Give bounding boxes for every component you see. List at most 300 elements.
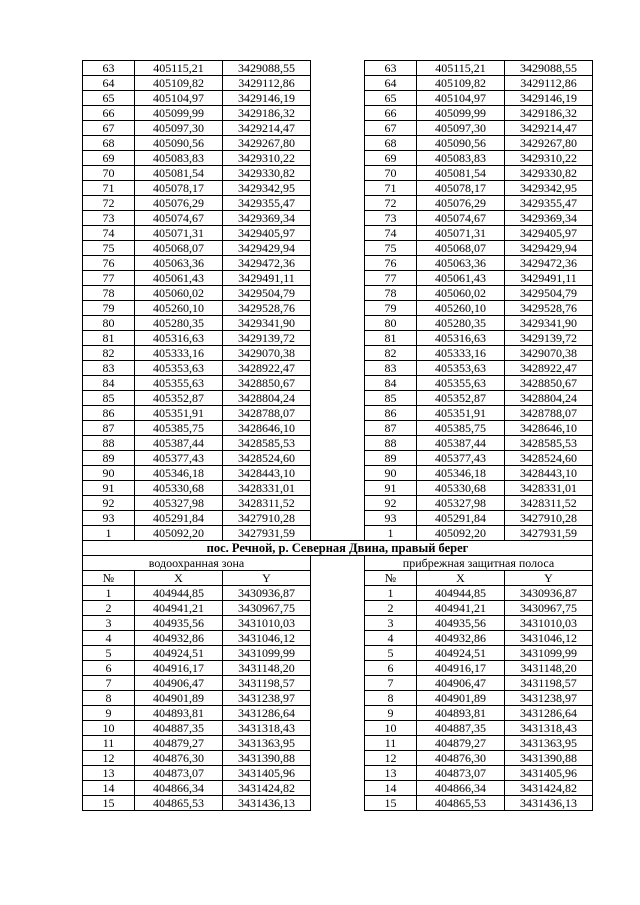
y-coordinate-left: 3428311,52 (223, 496, 311, 511)
point-number-right: 91 (365, 481, 417, 496)
x-coordinate-right: 405104,97 (417, 91, 505, 106)
point-number-left: 71 (83, 181, 135, 196)
point-number-left: 85 (83, 391, 135, 406)
table-row (83, 61, 593, 76)
y-coordinate-right: 3428443,10 (505, 466, 593, 481)
header-y-right: Y (505, 571, 593, 586)
column-gap (311, 676, 365, 691)
y-coordinate-right: 3428788,07 (505, 406, 593, 421)
x-coordinate-left: 405099,99 (135, 106, 223, 121)
point-number-right: 78 (365, 286, 417, 301)
point-number-left: 86 (83, 406, 135, 421)
y-coordinate-left: 3429139,72 (223, 331, 311, 346)
y-coordinate-left: 3429491,11 (223, 271, 311, 286)
column-gap (311, 61, 365, 76)
point-number-left: 93 (83, 511, 135, 526)
x-coordinate-right: 405060,02 (417, 286, 505, 301)
y-coordinate-left: 3428804,24 (223, 391, 311, 406)
table-row (83, 796, 593, 811)
y-coordinate-right: 3431436,13 (505, 796, 593, 811)
table-row (83, 361, 593, 376)
column-gap (311, 151, 365, 166)
zone-labels-row (83, 556, 593, 571)
y-coordinate-right: 3429504,79 (505, 286, 593, 301)
point-number-left: 15 (83, 796, 135, 811)
y-coordinate-left: 3429341,90 (223, 316, 311, 331)
column-gap (311, 196, 365, 211)
point-number-right: 4 (365, 631, 417, 646)
table-row (83, 526, 593, 541)
x-coordinate-left: 405074,67 (135, 211, 223, 226)
table-row (83, 391, 593, 406)
x-coordinate-right: 405385,75 (417, 421, 505, 436)
y-coordinate-left: 3429472,36 (223, 256, 311, 271)
column-gap (311, 796, 365, 811)
y-coordinate-left: 3431238,97 (223, 691, 311, 706)
x-coordinate-left: 405061,43 (135, 271, 223, 286)
y-coordinate-right: 3431424,82 (505, 781, 593, 796)
x-coordinate-left: 405092,20 (135, 526, 223, 541)
table-section-top (83, 61, 593, 541)
column-gap (311, 346, 365, 361)
x-coordinate-right: 405078,17 (417, 181, 505, 196)
y-coordinate-left: 3429112,86 (223, 76, 311, 91)
table-row (83, 121, 593, 136)
column-gap (311, 571, 365, 586)
table-row (83, 691, 593, 706)
table-row (83, 646, 593, 661)
y-coordinate-right: 3427931,59 (505, 526, 593, 541)
point-number-left: 68 (83, 136, 135, 151)
point-number-right: 92 (365, 496, 417, 511)
x-coordinate-right: 405333,16 (417, 346, 505, 361)
x-coordinate-right: 404865,53 (417, 796, 505, 811)
y-coordinate-left: 3429186,32 (223, 106, 311, 121)
table-row (83, 346, 593, 361)
point-number-left: 14 (83, 781, 135, 796)
x-coordinate-left: 404866,34 (135, 781, 223, 796)
point-number-right: 11 (365, 736, 417, 751)
y-coordinate-right: 3431286,64 (505, 706, 593, 721)
point-number-left: 3 (83, 616, 135, 631)
y-coordinate-right: 3429186,32 (505, 106, 593, 121)
point-number-left: 9 (83, 706, 135, 721)
x-coordinate-right: 405355,63 (417, 376, 505, 391)
y-coordinate-right: 3431405,96 (505, 766, 593, 781)
x-coordinate-right: 404901,89 (417, 691, 505, 706)
table-row (83, 406, 593, 421)
column-gap (311, 286, 365, 301)
table-row (83, 781, 593, 796)
x-coordinate-left: 404876,30 (135, 751, 223, 766)
point-number-right: 15 (365, 796, 417, 811)
point-number-right: 12 (365, 751, 417, 766)
column-gap (311, 661, 365, 676)
header-x-right: X (417, 571, 505, 586)
y-coordinate-right: 3428646,10 (505, 421, 593, 436)
point-number-left: 79 (83, 301, 135, 316)
point-number-left: 83 (83, 361, 135, 376)
point-number-right: 1 (365, 586, 417, 601)
point-number-right: 66 (365, 106, 417, 121)
header-y-left: Y (223, 571, 311, 586)
point-number-left: 12 (83, 751, 135, 766)
table-row (83, 226, 593, 241)
x-coordinate-right: 405316,63 (417, 331, 505, 346)
point-number-left: 77 (83, 271, 135, 286)
table-row (83, 751, 593, 766)
x-coordinate-left: 405346,18 (135, 466, 223, 481)
x-coordinate-right: 405074,67 (417, 211, 505, 226)
y-coordinate-left: 3431010,03 (223, 616, 311, 631)
x-coordinate-left: 405097,30 (135, 121, 223, 136)
x-coordinate-left: 405115,21 (135, 61, 223, 76)
column-gap (311, 256, 365, 271)
section-title: пос. Речной, р. Северная Двина, правый берег (83, 541, 593, 556)
table-row (83, 76, 593, 91)
y-coordinate-right: 3429491,11 (505, 271, 593, 286)
y-coordinate-left: 3428922,47 (223, 361, 311, 376)
x-coordinate-left: 404935,56 (135, 616, 223, 631)
x-coordinate-left: 405351,91 (135, 406, 223, 421)
x-coordinate-right: 404887,35 (417, 721, 505, 736)
column-gap (311, 76, 365, 91)
x-coordinate-left: 405260,10 (135, 301, 223, 316)
x-coordinate-left: 404865,53 (135, 796, 223, 811)
table-row (83, 616, 593, 631)
point-number-left: 82 (83, 346, 135, 361)
x-coordinate-right: 404924,51 (417, 646, 505, 661)
x-coordinate-left: 405333,16 (135, 346, 223, 361)
header-number-right: № (365, 571, 417, 586)
y-coordinate-right: 3429088,55 (505, 61, 593, 76)
point-number-left: 92 (83, 496, 135, 511)
point-number-right: 64 (365, 76, 417, 91)
column-gap (311, 721, 365, 736)
y-coordinate-right: 3428524,60 (505, 451, 593, 466)
column-gap (311, 301, 365, 316)
x-coordinate-left: 405316,63 (135, 331, 223, 346)
point-number-right: 79 (365, 301, 417, 316)
point-number-right: 89 (365, 451, 417, 466)
y-coordinate-left: 3429342,95 (223, 181, 311, 196)
y-coordinate-left: 3430967,75 (223, 601, 311, 616)
point-number-right: 83 (365, 361, 417, 376)
x-coordinate-right: 405092,20 (417, 526, 505, 541)
y-coordinate-left: 3431436,13 (223, 796, 311, 811)
column-gap (311, 481, 365, 496)
column-gap (311, 121, 365, 136)
point-number-right: 10 (365, 721, 417, 736)
point-number-left: 11 (83, 736, 135, 751)
point-number-right: 76 (365, 256, 417, 271)
y-coordinate-left: 3429214,47 (223, 121, 311, 136)
y-coordinate-right: 3429070,38 (505, 346, 593, 361)
point-number-right: 86 (365, 406, 417, 421)
x-coordinate-right: 405071,31 (417, 226, 505, 241)
y-coordinate-left: 3431390,88 (223, 751, 311, 766)
point-number-left: 66 (83, 106, 135, 121)
y-coordinate-left: 3431405,96 (223, 766, 311, 781)
x-coordinate-right: 405090,56 (417, 136, 505, 151)
point-number-left: 1 (83, 526, 135, 541)
point-number-left: 70 (83, 166, 135, 181)
x-coordinate-left: 405078,17 (135, 181, 223, 196)
x-coordinate-right: 404941,21 (417, 601, 505, 616)
table-row (83, 136, 593, 151)
y-coordinate-right: 3428922,47 (505, 361, 593, 376)
x-coordinate-right: 405076,29 (417, 196, 505, 211)
x-coordinate-left: 405377,43 (135, 451, 223, 466)
column-gap (311, 406, 365, 421)
point-number-right: 88 (365, 436, 417, 451)
column-gap (311, 436, 365, 451)
x-coordinate-left: 405352,87 (135, 391, 223, 406)
y-coordinate-right: 3431148,20 (505, 661, 593, 676)
coordinates-table (82, 60, 593, 811)
point-number-right: 84 (365, 376, 417, 391)
point-number-right: 8 (365, 691, 417, 706)
column-gap (311, 751, 365, 766)
column-gap (311, 631, 365, 646)
x-coordinate-right: 405068,07 (417, 241, 505, 256)
table-row (83, 196, 593, 211)
y-coordinate-left: 3429429,94 (223, 241, 311, 256)
column-gap (311, 706, 365, 721)
header-x-left: X (135, 571, 223, 586)
y-coordinate-right: 3427910,28 (505, 511, 593, 526)
table-row (83, 466, 593, 481)
point-number-left: 6 (83, 661, 135, 676)
point-number-right: 2 (365, 601, 417, 616)
x-coordinate-left: 405330,68 (135, 481, 223, 496)
y-coordinate-left: 3429310,22 (223, 151, 311, 166)
column-gap (311, 556, 365, 571)
y-coordinate-left: 3427931,59 (223, 526, 311, 541)
point-number-right: 85 (365, 391, 417, 406)
column-gap (311, 241, 365, 256)
x-coordinate-right: 404866,34 (417, 781, 505, 796)
x-coordinate-left: 405353,63 (135, 361, 223, 376)
column-header-row (83, 571, 593, 586)
column-gap (311, 106, 365, 121)
x-coordinate-right: 405115,21 (417, 61, 505, 76)
table-row (83, 436, 593, 451)
x-coordinate-left: 405081,54 (135, 166, 223, 181)
table-row (83, 496, 593, 511)
table-row (83, 766, 593, 781)
y-coordinate-left: 3427910,28 (223, 511, 311, 526)
x-coordinate-right: 405083,83 (417, 151, 505, 166)
x-coordinate-right: 405353,63 (417, 361, 505, 376)
x-coordinate-right: 405063,36 (417, 256, 505, 271)
x-coordinate-left: 404941,21 (135, 601, 223, 616)
point-number-left: 2 (83, 601, 135, 616)
column-gap (311, 736, 365, 751)
point-number-left: 89 (83, 451, 135, 466)
point-number-left: 84 (83, 376, 135, 391)
point-number-left: 90 (83, 466, 135, 481)
table-row (83, 451, 593, 466)
y-coordinate-left: 3429146,19 (223, 91, 311, 106)
x-coordinate-right: 404876,30 (417, 751, 505, 766)
point-number-right: 70 (365, 166, 417, 181)
point-number-right: 93 (365, 511, 417, 526)
y-coordinate-right: 3429355,47 (505, 196, 593, 211)
y-coordinate-right: 3429528,76 (505, 301, 593, 316)
table-row (83, 676, 593, 691)
point-number-left: 1 (83, 586, 135, 601)
point-number-left: 13 (83, 766, 135, 781)
point-number-left: 63 (83, 61, 135, 76)
x-coordinate-left: 404932,86 (135, 631, 223, 646)
column-gap (311, 331, 365, 346)
x-coordinate-left: 404901,89 (135, 691, 223, 706)
y-coordinate-right: 3429330,82 (505, 166, 593, 181)
x-coordinate-left: 404906,47 (135, 676, 223, 691)
x-coordinate-right: 404916,17 (417, 661, 505, 676)
table-row (83, 736, 593, 751)
x-coordinate-left: 405104,97 (135, 91, 223, 106)
point-number-right: 73 (365, 211, 417, 226)
point-number-right: 68 (365, 136, 417, 151)
y-coordinate-right: 3429341,90 (505, 316, 593, 331)
column-gap (311, 181, 365, 196)
table-row (83, 481, 593, 496)
column-gap (311, 211, 365, 226)
y-coordinate-left: 3429267,80 (223, 136, 311, 151)
coastal-protection-strip-label: прибрежная защитная полоса (365, 556, 593, 571)
point-number-right: 9 (365, 706, 417, 721)
point-number-left: 72 (83, 196, 135, 211)
y-coordinate-left: 3431099,99 (223, 646, 311, 661)
table-section-bottom (83, 541, 593, 811)
point-number-left: 81 (83, 331, 135, 346)
point-number-right: 67 (365, 121, 417, 136)
table-row (83, 211, 593, 226)
x-coordinate-right: 405351,91 (417, 406, 505, 421)
y-coordinate-left: 3429405,97 (223, 226, 311, 241)
point-number-right: 6 (365, 661, 417, 676)
column-gap (311, 271, 365, 286)
table-row (83, 376, 593, 391)
y-coordinate-right: 3428311,52 (505, 496, 593, 511)
y-coordinate-left: 3429355,47 (223, 196, 311, 211)
y-coordinate-right: 3429112,86 (505, 76, 593, 91)
x-coordinate-right: 405377,43 (417, 451, 505, 466)
point-number-left: 88 (83, 436, 135, 451)
table-row (83, 661, 593, 676)
x-coordinate-left: 405060,02 (135, 286, 223, 301)
point-number-right: 69 (365, 151, 417, 166)
y-coordinate-left: 3428850,67 (223, 376, 311, 391)
point-number-right: 5 (365, 646, 417, 661)
point-number-left: 7 (83, 676, 135, 691)
x-coordinate-left: 405109,82 (135, 76, 223, 91)
table-row (83, 241, 593, 256)
column-gap (311, 766, 365, 781)
x-coordinate-right: 405387,44 (417, 436, 505, 451)
point-number-left: 8 (83, 691, 135, 706)
x-coordinate-left: 405385,75 (135, 421, 223, 436)
x-coordinate-right: 404944,85 (417, 586, 505, 601)
y-coordinate-left: 3429330,82 (223, 166, 311, 181)
y-coordinate-right: 3431046,12 (505, 631, 593, 646)
y-coordinate-left: 3428788,07 (223, 406, 311, 421)
x-coordinate-left: 404893,81 (135, 706, 223, 721)
x-coordinate-right: 405097,30 (417, 121, 505, 136)
y-coordinate-left: 3428585,53 (223, 436, 311, 451)
point-number-right: 74 (365, 226, 417, 241)
x-coordinate-left: 404879,27 (135, 736, 223, 751)
x-coordinate-left: 405083,83 (135, 151, 223, 166)
section-title-row (83, 541, 593, 556)
column-gap (311, 511, 365, 526)
x-coordinate-right: 405280,35 (417, 316, 505, 331)
x-coordinate-right: 404932,86 (417, 631, 505, 646)
point-number-left: 87 (83, 421, 135, 436)
x-coordinate-left: 405063,36 (135, 256, 223, 271)
point-number-right: 75 (365, 241, 417, 256)
y-coordinate-left: 3431318,43 (223, 721, 311, 736)
header-number-left: № (83, 571, 135, 586)
table-row (83, 271, 593, 286)
table-row (83, 91, 593, 106)
x-coordinate-right: 404873,07 (417, 766, 505, 781)
x-coordinate-right: 405109,82 (417, 76, 505, 91)
point-number-left: 10 (83, 721, 135, 736)
point-number-left: 91 (83, 481, 135, 496)
table-row (83, 631, 593, 646)
x-coordinate-right: 404906,47 (417, 676, 505, 691)
column-gap (311, 781, 365, 796)
y-coordinate-left: 3431148,20 (223, 661, 311, 676)
y-coordinate-right: 3428585,53 (505, 436, 593, 451)
x-coordinate-left: 405291,84 (135, 511, 223, 526)
point-number-left: 64 (83, 76, 135, 91)
point-number-left: 5 (83, 646, 135, 661)
column-gap (311, 421, 365, 436)
x-coordinate-left: 404887,35 (135, 721, 223, 736)
column-gap (311, 601, 365, 616)
y-coordinate-right: 3429472,36 (505, 256, 593, 271)
column-gap (311, 526, 365, 541)
y-coordinate-right: 3428804,24 (505, 391, 593, 406)
water-protection-zone-label: водоохранная зона (83, 556, 311, 571)
table-row (83, 316, 593, 331)
column-gap (311, 166, 365, 181)
table-row (83, 331, 593, 346)
y-coordinate-left: 3428331,01 (223, 481, 311, 496)
column-gap (311, 496, 365, 511)
y-coordinate-left: 3428646,10 (223, 421, 311, 436)
y-coordinate-right: 3431198,57 (505, 676, 593, 691)
table-row (83, 166, 593, 181)
x-coordinate-left: 404944,85 (135, 586, 223, 601)
point-number-left: 75 (83, 241, 135, 256)
column-gap (311, 586, 365, 601)
column-gap (311, 616, 365, 631)
column-gap (311, 646, 365, 661)
x-coordinate-left: 404873,07 (135, 766, 223, 781)
column-gap (311, 316, 365, 331)
point-number-right: 7 (365, 676, 417, 691)
y-coordinate-right: 3429342,95 (505, 181, 593, 196)
y-coordinate-right: 3429310,22 (505, 151, 593, 166)
y-coordinate-right: 3429214,47 (505, 121, 593, 136)
x-coordinate-right: 405081,54 (417, 166, 505, 181)
x-coordinate-left: 405076,29 (135, 196, 223, 211)
